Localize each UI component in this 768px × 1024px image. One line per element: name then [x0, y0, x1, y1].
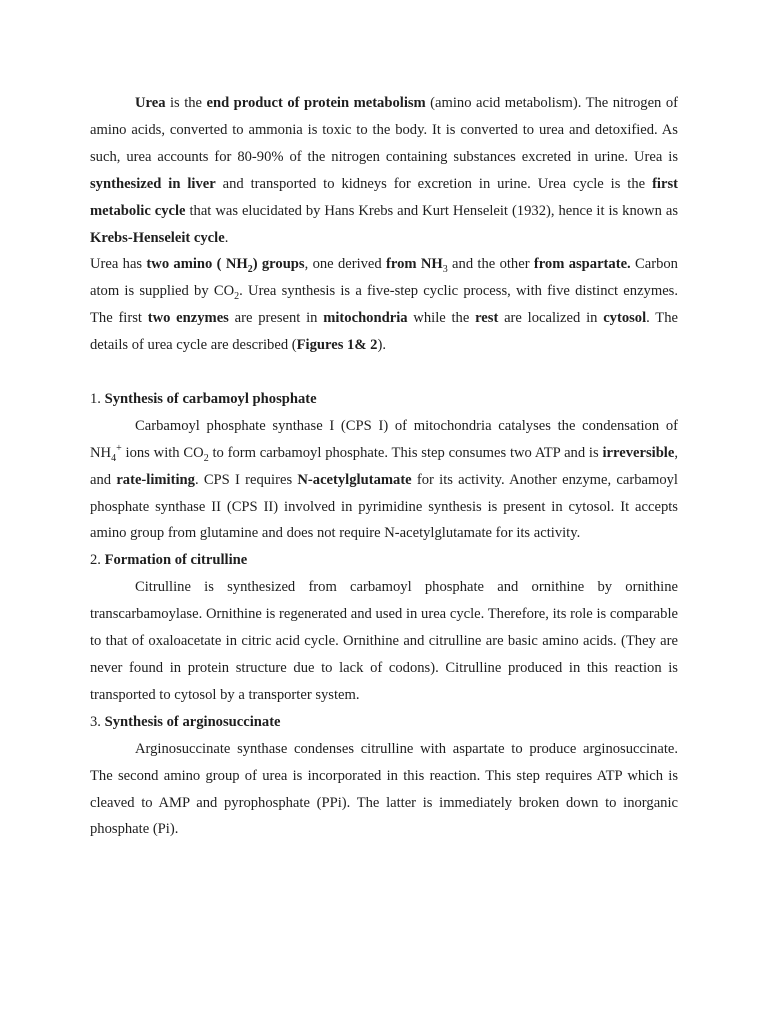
text-run: , and: [90, 444, 678, 488]
text-run: 2: [203, 452, 209, 464]
section-2-heading: [90, 547, 678, 574]
bold-text-run: rest: [475, 310, 499, 327]
text-run: Citrulline is synthesized from carbamoyl phosphate and ornithine by ornithine transcarbamoylase. Ornithine is regenerated and used in urea cycle. Therefore, its role is comparable to that of oxaloacetate in citric acid cycle. Ornithine and citrulline are basic amino acids. (They are never found in protein structure due to lack of codons). Citrulline produced in this reaction is transported to cytosol by a transporter system.: [90, 579, 678, 703]
text-run: 2: [234, 291, 240, 303]
bold-text-run: first metabolic cycle: [90, 175, 678, 219]
bold-text-run: Figures 1& 2: [296, 337, 378, 354]
section-2-body: [90, 574, 678, 709]
text-run: Urea has: [90, 256, 147, 273]
text-run: 3: [442, 264, 448, 276]
text-run: are localized in: [498, 310, 604, 327]
bold-text-run: Krebs-Henseleit cycle: [90, 229, 225, 246]
text-run: (amino acid metabolism). The nitrogen of amino acids, converted to ammonia is toxic to the body. It is converted to urea and detoxified. As such, urea accounts for 80-90% of the nitrogen containing substances excreted in urine. Urea is: [90, 95, 678, 165]
text-run: for its activity. Another enzyme, carbamoyl phosphate synthase II (CPS II) involved in pyrimidine synthesis is present in cytosol. It accepts amino group from glutamine and does not require N-acetylglutamate for its activity.: [90, 471, 678, 542]
text-run: +: [116, 442, 122, 454]
text-run: while the: [407, 310, 476, 327]
bold-text-run: Synthesis of carbamoyl phosphate: [104, 390, 317, 407]
text-run: to form carbamoyl phosphate. This step consumes two ATP and is: [208, 444, 603, 461]
bold-text-run: synthesized in liver: [90, 175, 216, 192]
bold-text-run: from aspartate.: [533, 256, 631, 273]
text-run: ).: [377, 337, 386, 354]
section-1-body: [90, 413, 678, 548]
section-3-heading: [90, 709, 678, 736]
text-run: . The details of urea cycle are described (: [90, 310, 678, 354]
bold-text-run: ) groups: [252, 256, 305, 273]
text-run: . Urea synthesis is a five-step cyclic process, with five distinct enzymes. The first: [90, 283, 678, 327]
text-run: Carbon atom is supplied by CO: [90, 256, 678, 300]
bold-text-run: from NH: [386, 256, 443, 273]
text-run: Carbamoyl phosphate synthase I (CPS I) of mitochondria catalyses the condensation of NH: [90, 417, 678, 461]
text-run: 1.: [90, 390, 105, 407]
bold-text-run: end product of protein metabolism: [206, 95, 426, 111]
text-run: and the other: [447, 256, 534, 273]
intro-paragraph-2: [90, 251, 678, 359]
text-run: 3.: [90, 713, 105, 730]
text-run: , one derived: [304, 256, 387, 273]
text-run: .: [224, 229, 229, 246]
bold-text-run: two amino ( NH: [146, 256, 248, 273]
text-run: is the: [165, 95, 207, 111]
bold-text-run: mitochondria: [323, 310, 408, 327]
section-3-body: [90, 736, 678, 844]
intro-paragraph-1: [90, 90, 678, 251]
bold-text-run: rate-limiting: [116, 471, 195, 488]
text-run: ions with CO: [121, 444, 204, 461]
text-run: 4: [111, 452, 117, 464]
text-run: 2.: [90, 552, 105, 569]
text-run: that was elucidated by Hans Krebs and Kurt Henseleit (1932), hence it is known as: [185, 202, 678, 219]
document-page: [90, 90, 678, 843]
bold-text-run: 2: [247, 264, 253, 276]
blank-line: [90, 359, 678, 386]
text-run: are present in: [228, 310, 324, 327]
bold-text-run: N-acetylglutamate: [297, 471, 412, 488]
bold-text-run: Formation of citrulline: [104, 552, 248, 569]
bold-text-run: cytosol: [603, 310, 647, 327]
bold-text-run: irreversible: [602, 444, 675, 461]
text-run: Arginosuccinate synthase condenses citrulline with aspartate to produce arginosuccinate. The second amino group of urea is incorporated in this reaction. This step requires ATP which is cleaved to AMP and pyrophosphate (PPi). The latter is immediately broken down to inorganic phosphate (Pi).: [90, 740, 678, 838]
bold-text-run: Synthesis of arginosuccinate: [104, 713, 281, 730]
text-run: . CPS I requires: [194, 471, 298, 488]
bold-text-run: two enzymes: [147, 310, 229, 327]
section-1-heading: [90, 386, 678, 413]
bold-text-run: Urea: [135, 95, 166, 111]
text-run: and transported to kidneys for excretion in urine. Urea cycle is the: [215, 175, 653, 192]
